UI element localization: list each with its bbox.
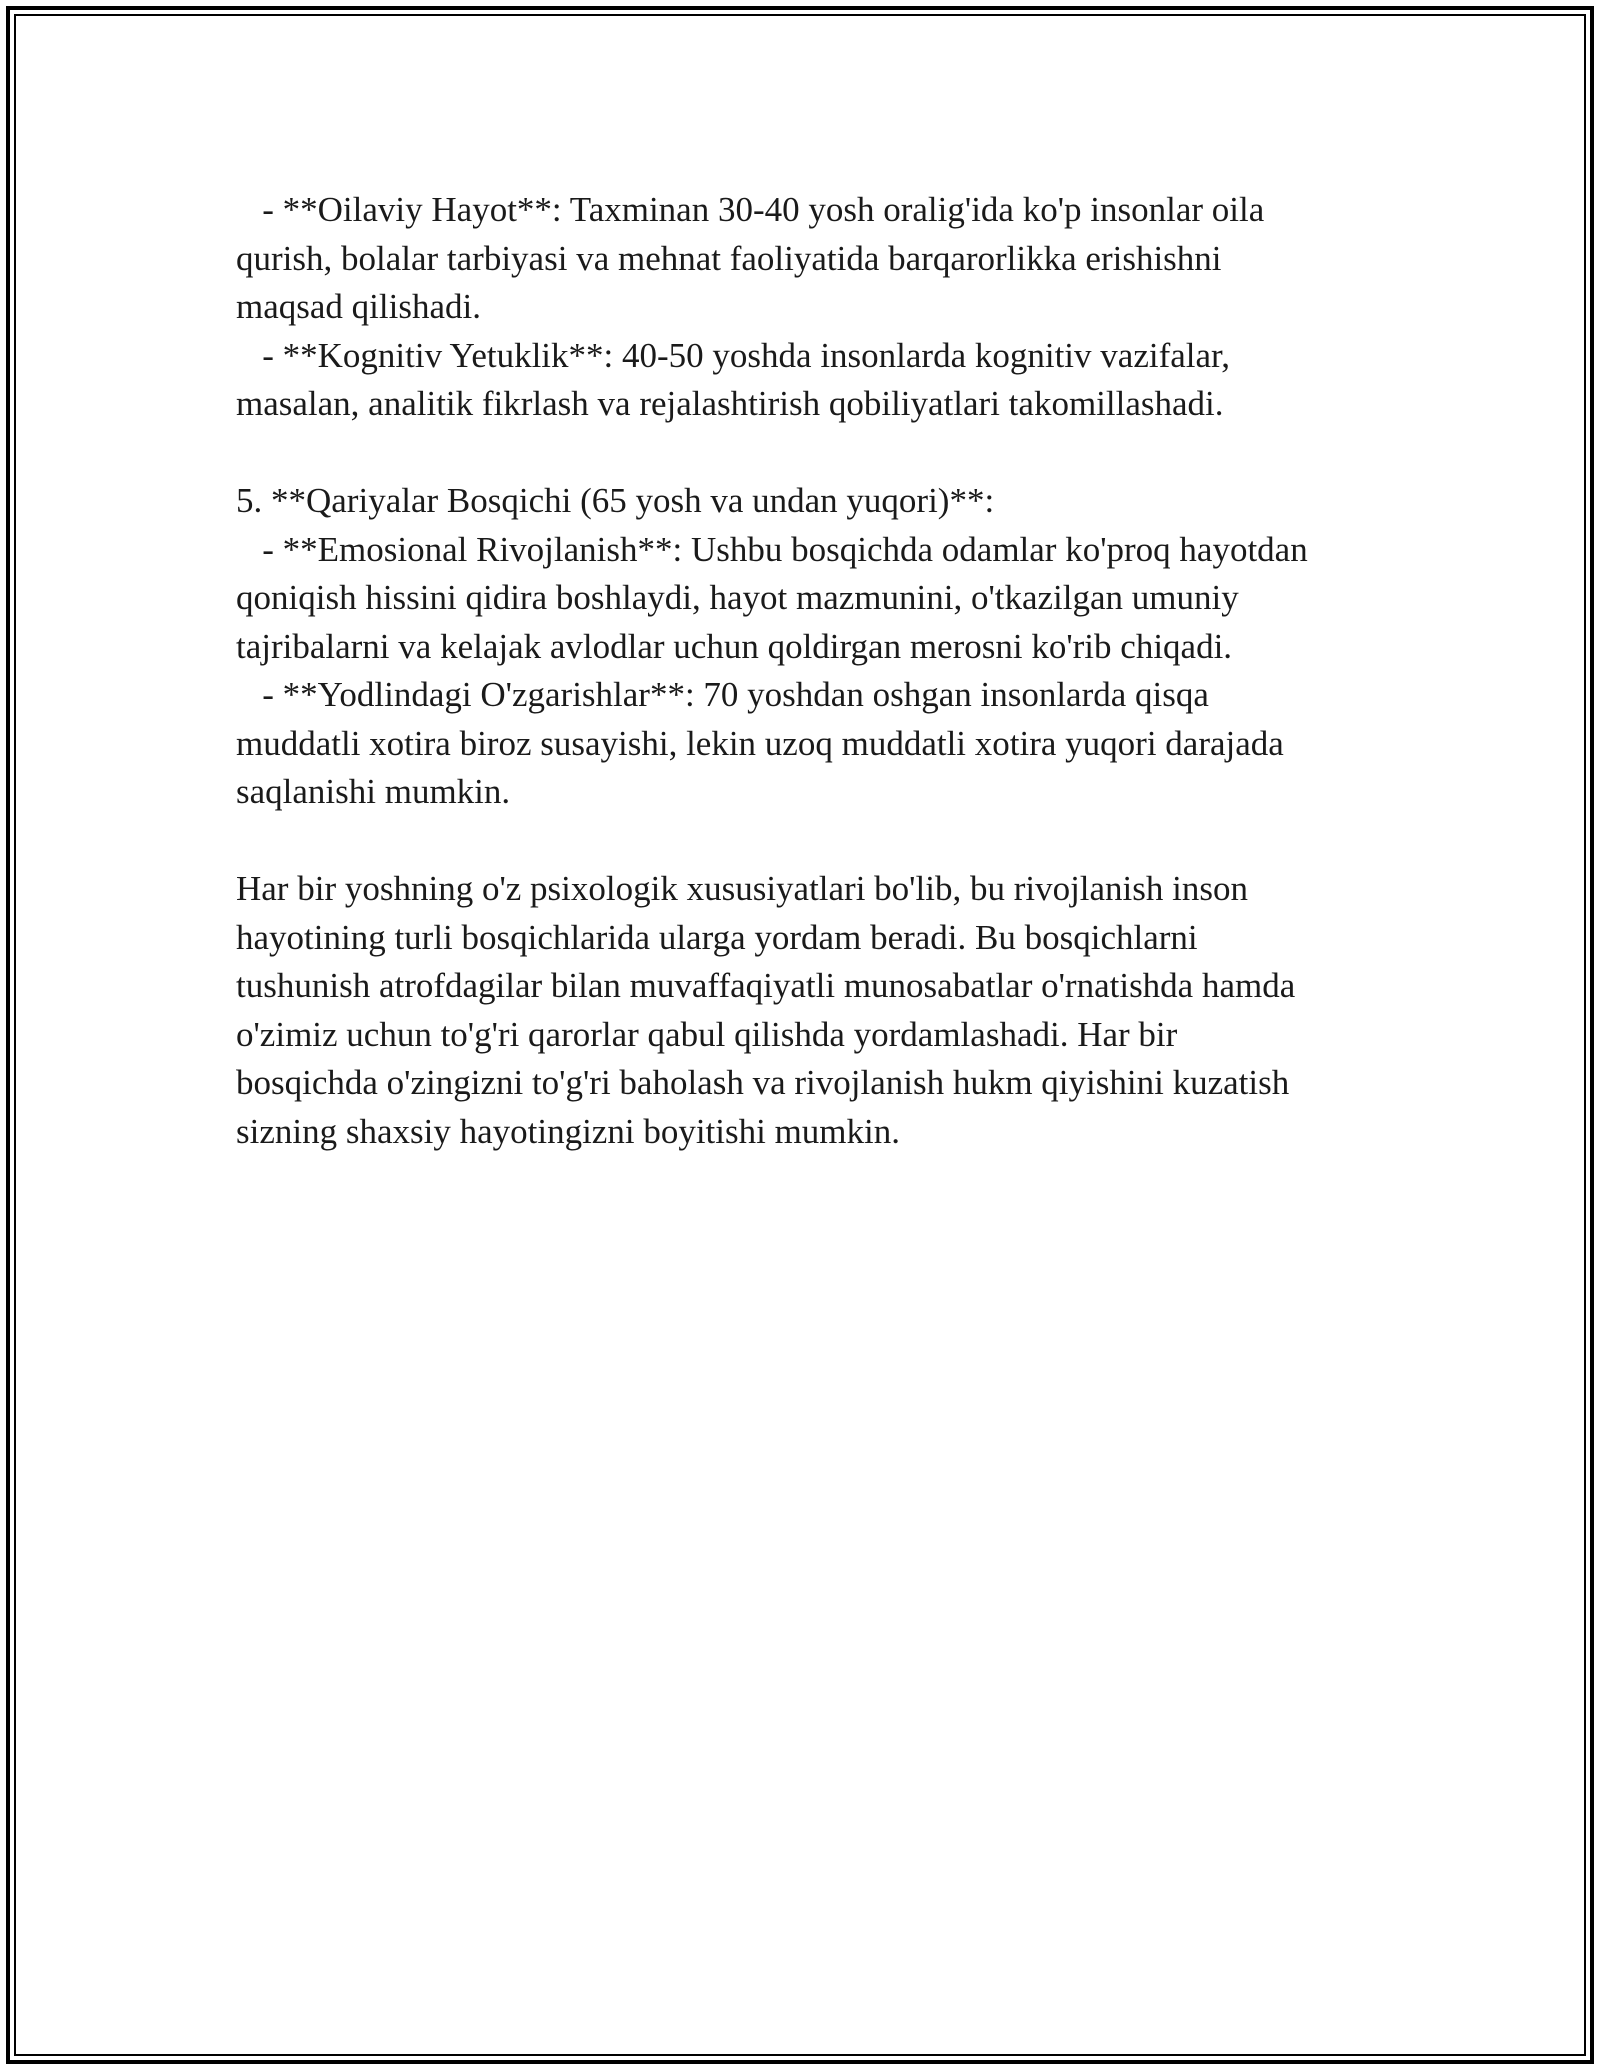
conclusion-paragraph: [236, 865, 1366, 1156]
section-heading: 5. **Qariyalar Bosqichi (65 yosh va undan yuqori)**:: [236, 481, 995, 520]
text-line: sizning shaxsiy hayotingizni boyitishi mumkin.: [236, 1111, 901, 1151]
list-item-oilaviy-hayot: [236, 186, 1366, 332]
text-line: - **Oilaviy Hayot**: Taxminan 30-40 yosh oralig'ida ko'p insonlar oila: [236, 190, 1265, 229]
text-line: saqlanishi mumkin.: [236, 772, 511, 811]
paragraph-spacer: [236, 817, 1366, 866]
text-line: maqsad qilishadi.: [236, 287, 481, 326]
paragraph-spacer: [236, 429, 1366, 478]
text-line: hayotining turli bosqichlarida ularga yordam beradi. Bu bosqichlarni: [236, 917, 1198, 957]
text-line: muddatli xotira biroz susayishi, lekin uzoq muddatli xotira yuqori darajada: [236, 723, 1284, 763]
document-body: [236, 186, 1366, 1156]
text-line: tajribalarni va kelajak avlodlar uchun qoldirgan merosni ko'rib chiqadi.: [236, 626, 1233, 666]
text-line: qoniqish hissini qidira boshlaydi, hayot mazmunini, o'tkazilgan umuniy: [236, 578, 1239, 617]
list-item-kognitiv-yetuklik: [236, 332, 1366, 429]
text-line: bosqichda o'zingizni to'g'ri baholash va rivojlanish hukm qiyishini kuzatish: [236, 1063, 1290, 1102]
list-item-emosional-rivojlanish: [236, 526, 1366, 672]
text-line: - **Yodlindagi O'zgarishlar**: 70 yoshdan oshgan insonlarda qisqa: [236, 675, 1209, 714]
text-line: o'zimiz uchun to'g'ri qarorlar qabul qilishda yordamlashadi. Har bir: [236, 1014, 1178, 1054]
text-line: qurish, bolalar tarbiyasi va mehnat faoliyatida barqarorlikka erishishni: [236, 238, 1222, 278]
text-line: masalan, analitik fikrlash va rejalashtirish qobiliyatlari takomillashadi.: [236, 384, 1224, 423]
text-line: Har bir yoshning o'z psixologik xususiyatlari bo'lib, bu rivojlanish inson: [236, 869, 1248, 908]
list-item-yodlindagi-ozgarishlar: [236, 671, 1366, 817]
text-line: tushunish atrofdagilar bilan muvaffaqiyatli munosabatlar o'rnatishda hamda: [236, 966, 1296, 1005]
text-line: - **Emosional Rivojlanish**: Ushbu bosqichda odamlar ko'proq hayotdan: [236, 529, 1308, 569]
text-line: - **Kognitiv Yetuklik**: 40-50 yoshda insonlarda kognitiv vazifalar,: [236, 335, 1231, 375]
